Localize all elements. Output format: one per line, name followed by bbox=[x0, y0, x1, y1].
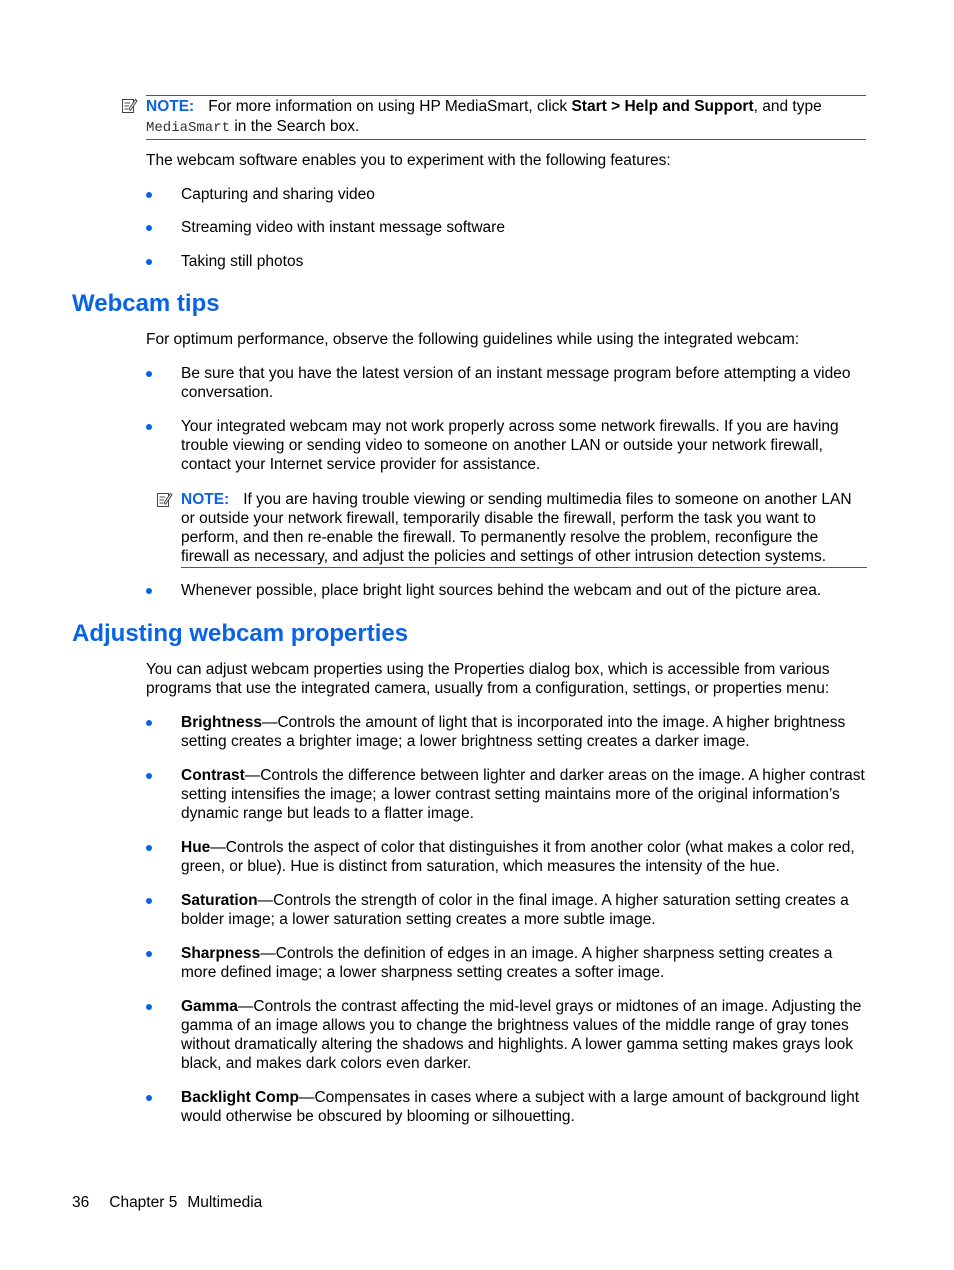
property-term: Hue bbox=[181, 839, 211, 856]
note-text: For more information on using HP MediaSmart, click bbox=[208, 98, 572, 115]
page-number: 36 bbox=[72, 1194, 90, 1211]
tips-intro: For optimum performance, observe the following guidelines while using the integrated webcam: bbox=[146, 331, 800, 348]
bullet-dot bbox=[146, 424, 152, 430]
note-menu-path: Start > Help and Support bbox=[571, 98, 754, 115]
property-desc: —Controls the difference between lighter and darker areas on the image. A higher contrast setting intensifies the image; a lower contrast setting maintains more of the original information’s dynamic range but leads to a flatter image. bbox=[181, 767, 865, 822]
property-desc: —Compensates in cases where a subject with a large amount of background light would otherwise be obscured by blooming or silhouetting. bbox=[181, 1089, 860, 1125]
bullet-dot bbox=[146, 951, 152, 957]
property-desc: —Controls the aspect of color that distinguishes it from another color (what makes a color red, green, or blue). Hue is distinct from saturation, which measures the intensity of the hue. bbox=[181, 839, 855, 875]
props-intro: You can adjust webcam properties using the Properties dialog box, which is accessible from various programs that use the integrated camera, usually from a configuration, settings, or properties menu: bbox=[146, 661, 830, 697]
feature-item: Streaming video with instant message software bbox=[181, 219, 505, 236]
property-term: Brightness bbox=[181, 714, 262, 731]
property-desc: —Controls the contrast affecting the mid-level grays or midtones of an image. Adjusting the gamma of an image allows you to change the brightness values of the middle range of gray tones without dramatically altering the shadows and highlights. A lower gamma setting makes grays look black, and makes dark colors even darker. bbox=[181, 998, 862, 1072]
property-item bbox=[181, 997, 871, 1073]
tip-item: Be sure that you have the latest version of an instant message program before attempting a video conversation. bbox=[181, 365, 851, 401]
chapter-label: Chapter 5 bbox=[109, 1194, 178, 1211]
tip-item: Your integrated webcam may not work properly across some network firewalls. If you are having trouble viewing or sending video to someone on another LAN or outside your network firewall, contact your Internet service provider for assistance. bbox=[181, 418, 839, 473]
property-term: Saturation bbox=[181, 892, 258, 909]
tip-item: Whenever possible, place bright light sources behind the webcam and out of the picture area. bbox=[181, 582, 822, 599]
property-item bbox=[181, 838, 871, 876]
note-icon bbox=[156, 491, 173, 513]
property-desc: —Controls the strength of color in the final image. A higher saturation setting creates a bolder image; a lower saturation setting creates a more subtle image. bbox=[181, 892, 849, 928]
feature-item: Taking still photos bbox=[181, 253, 304, 270]
note-code: MediaSmart bbox=[146, 120, 231, 136]
note-box bbox=[146, 95, 866, 140]
property-item bbox=[181, 713, 871, 751]
property-term: Contrast bbox=[181, 767, 245, 784]
note-icon bbox=[121, 97, 138, 119]
feature-item: Capturing and sharing video bbox=[181, 186, 375, 203]
note-box bbox=[181, 490, 867, 568]
bullet-dot bbox=[146, 720, 152, 726]
bullet-dot bbox=[146, 845, 152, 851]
section-heading-webcam-properties: Adjusting webcam properties bbox=[72, 620, 409, 647]
bullet-dot bbox=[146, 225, 152, 231]
property-item bbox=[181, 891, 871, 929]
section-heading-webcam-tips: Webcam tips bbox=[72, 290, 220, 317]
property-item bbox=[181, 1088, 871, 1126]
bullet-dot bbox=[146, 371, 152, 377]
page-footer bbox=[72, 1193, 282, 1212]
property-item bbox=[181, 766, 871, 823]
property-term: Backlight Comp bbox=[181, 1089, 299, 1106]
property-term: Sharpness bbox=[181, 945, 261, 962]
note-text-after: in the Search box. bbox=[230, 118, 360, 135]
note-label: NOTE: bbox=[181, 491, 230, 508]
note-label: NOTE: bbox=[146, 98, 195, 115]
property-item bbox=[181, 944, 871, 982]
property-term: Gamma bbox=[181, 998, 238, 1015]
property-desc: —Controls the definition of edges in an image. A higher sharpness setting creates a more defined image; a lower sharpness setting creates a softer image. bbox=[181, 945, 833, 981]
property-desc: —Controls the amount of light that is incorporated into the image. A higher brightness setting creates a brighter image; a lower brightness setting creates a darker image. bbox=[181, 714, 846, 750]
note-text-mid: , and type bbox=[753, 98, 822, 115]
bullet-dot bbox=[146, 259, 152, 265]
bullet-dot bbox=[146, 1095, 152, 1101]
bullet-dot bbox=[146, 898, 152, 904]
chapter-title: Multimedia bbox=[187, 1194, 263, 1211]
note-text: If you are having trouble viewing or sending multimedia files to someone on another LAN or outside your network firewall, temporarily disable the firewall, perform the task you want to perform, and then re-enable the firewall. To permanently resolve the problem, reconfigure the firewall as necessary, and adjust the policies and settings of other intrusion detection systems. bbox=[181, 491, 852, 565]
bullet-dot bbox=[146, 773, 152, 779]
bullet-dot bbox=[146, 588, 152, 594]
bullet-dot bbox=[146, 192, 152, 198]
intro-paragraph: The webcam software enables you to experiment with the following features: bbox=[146, 152, 671, 169]
bullet-dot bbox=[146, 1004, 152, 1010]
